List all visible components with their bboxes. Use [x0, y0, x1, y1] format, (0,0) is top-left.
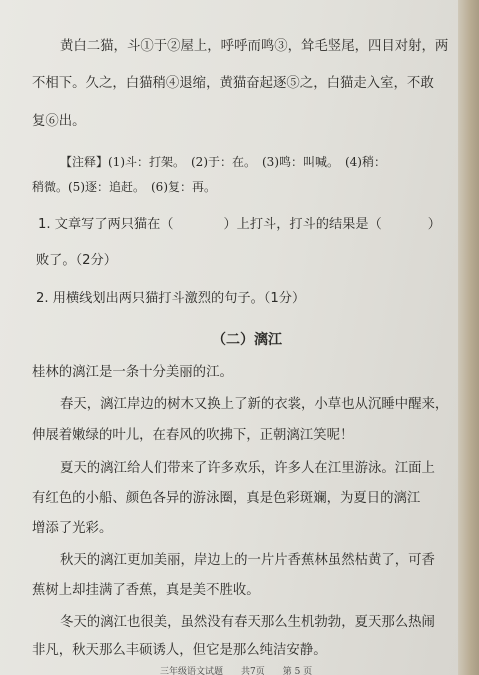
passage1-line2: 不相下。久之，白猫稍④退缩，黄猫奋起逐⑤之，白猫走入室，不敢	[32, 76, 434, 91]
question-1	[38, 216, 441, 234]
question-1-text-a: 1. 文章写了两只猫在（	[38, 217, 174, 232]
passage2-line: 桂林的漓江是一条十分美丽的江。	[32, 365, 233, 380]
book-edge	[458, 0, 479, 675]
passage2-line: 非凡，秋天那么丰硕诱人，但它是那么纯洁安静。	[32, 643, 327, 658]
passage2-line: 夏天的漓江给人们带来了许多欢乐，许多人在江里游泳。江面上	[60, 461, 435, 476]
section-title: （二）漓江	[212, 332, 282, 348]
passage2-line: 伸展着嫩绿的叶儿，在春风的吹拂下，正朝漓江笑呢！	[32, 428, 354, 443]
passage2-line: 增添了光彩。	[32, 521, 113, 536]
page-footer: 三年级语文试题 共7页 第 5 页	[160, 667, 313, 675]
annotation-line2: 稍微。(5)逐：追赶。 (6)复：再。	[32, 180, 216, 194]
passage2-line: 蕉树上却挂满了香蕉，真是美不胜收。	[32, 583, 260, 598]
passage2-line: 冬天的漓江也很美，虽然没有春天那么生机勃勃，夏天那么热闹	[60, 615, 435, 630]
question-1-continued: 败了。（2分）	[36, 253, 117, 268]
question-1-text-c: ）	[427, 217, 441, 232]
question-1-text-b: ）上打斗，打斗的结果是（	[223, 217, 382, 232]
passage2-line: 秋天的漓江更加美丽，岸边上的一片片香蕉林虽然枯黄了，可香	[60, 553, 435, 568]
passage2-line: 春天，漓江岸边的树木又换上了新的衣裳，小草也从沉睡中醒来，	[60, 397, 449, 412]
annotation-line1: 【注释】(1)斗：打架。 (2)于：在。 (3)鸣：叫喊。 (4)稍：	[60, 155, 386, 169]
passage1-line1: 黄白二猫，斗①于②屋上，呼呼而鸣③，耸毛竖尾，四目对射，两	[60, 39, 449, 54]
passage2-line: 有红色的小船、颜色各异的游泳圈，真是色彩斑斓，为夏日的漓江	[32, 491, 421, 506]
question-2: 2. 用横线划出两只猫打斗激烈的句子。（1分）	[36, 291, 306, 306]
passage1-line3: 复⑥出。	[32, 114, 86, 129]
